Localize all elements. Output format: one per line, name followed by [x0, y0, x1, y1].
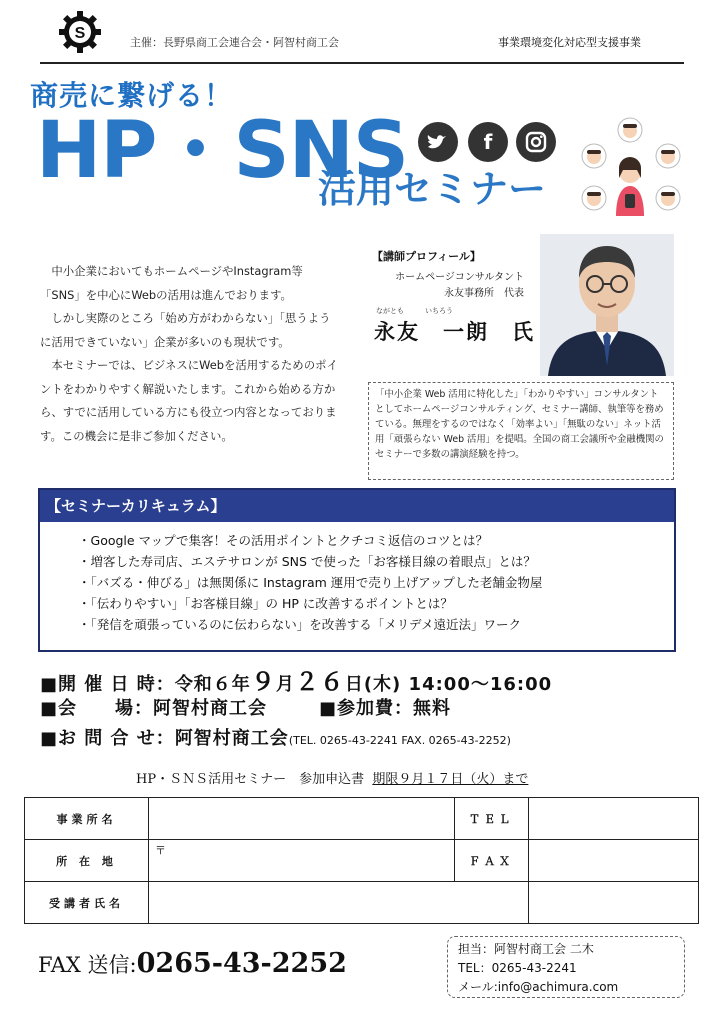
company-name-label: 事業所名 — [25, 798, 149, 840]
fax-submit — [38, 948, 347, 979]
attendee-name-field-1[interactable] — [149, 882, 529, 924]
curriculum-box — [38, 488, 676, 652]
people-illustration — [574, 116, 686, 220]
header-divider — [40, 62, 684, 64]
project-name: 事業環境変化対応型支援事業 — [498, 36, 641, 49]
date-era: 令和６年 — [174, 674, 251, 695]
date-day: ２６ — [294, 668, 345, 696]
curriculum-item: ・ 「バズる・伸びる」は無関係に Instagram 運用で売り上げアップした老舗金物屋 — [78, 572, 674, 593]
lecturer-titles — [372, 270, 524, 302]
page-subtitle: 活用セミナー — [318, 167, 547, 211]
page-title: HP・SNS — [36, 106, 409, 196]
application-form — [24, 797, 699, 924]
attendee-name-field-2[interactable] — [529, 882, 699, 924]
intro-paragraph: 中小企業においてもホームページやInstagram等「SNS」を中心にWebの活用は進んでおります。 — [40, 264, 303, 302]
twitter-icon — [418, 122, 458, 162]
fax-label: ＦＡＸ — [455, 840, 529, 882]
lecturer-title: ホームページコンサルタント — [395, 272, 524, 283]
table-row — [25, 882, 699, 924]
lecturer-role: 永友事務所 代表 — [444, 288, 524, 299]
contact-value: 阿智村商工会 — [174, 728, 289, 749]
organizer-text: 主催：長野県商工会連合会・阿智村商工会 — [130, 36, 339, 49]
venue-value: 阿智村商工会 — [153, 698, 268, 719]
svg-text:S: S — [74, 25, 86, 42]
event-date-row — [40, 662, 552, 697]
contact-label: ■お 問 合 せ： — [40, 728, 175, 749]
date-month-unit: 月 — [275, 674, 295, 695]
intro-paragraph: しかし実際のところ「始め方がわからない」「思うように活用できていない」企業が多いのも現状です。 — [40, 311, 331, 349]
fax-field[interactable] — [529, 840, 699, 882]
contact-box — [447, 936, 685, 998]
table-row — [25, 798, 699, 840]
event-contact-row — [40, 724, 511, 750]
tel-label: ＴＥＬ — [455, 798, 529, 840]
gear-s-logo-icon — [58, 10, 102, 54]
contact-tel: TEL：0265-43-2241 — [458, 961, 577, 975]
date-label: ■開 催 日 時： — [40, 674, 175, 695]
lecturer-name: 永友 一朗 氏 — [374, 320, 535, 344]
event-venue-row — [40, 694, 451, 720]
lecturer-photo — [540, 234, 674, 376]
lecturer-bio: 「中小企業 Web 活用に特化した」「わかりやすい」コンサルタントとしてホームページコンサルティング、セミナー講師、執筆等を務めている。無理をするのではなく「効率よい」「無駄のない」ネット活用「頑張らない Web 活用」を提唱。全国の商工会議所や金融機関のセミナーで多数の講演経験を持つ。 — [368, 382, 674, 480]
table-row — [25, 840, 699, 882]
form-title — [136, 768, 528, 787]
fee-label: ■参加費： — [319, 698, 414, 719]
address-field[interactable] — [149, 840, 455, 882]
form-deadline: 期限９月１７日（火）まで — [372, 772, 529, 787]
event-time: 14:00〜16:00 — [408, 674, 553, 695]
curriculum-item: ・ 「発信を頑張っているのに伝わらない」を改善する「メリデメ遠近法」ワーク — [78, 614, 674, 635]
date-day-unit: 日 — [344, 674, 364, 695]
lecturer-profile-label: 【講師プロフィール】 — [372, 250, 481, 263]
facebook-icon: f — [468, 122, 508, 162]
form-title-text: HP・ＳＮＳ活用セミナー 参加申込書 — [136, 772, 365, 787]
contact-numbers: (TEL. 0265-43-2241 FAX. 0265-43-2252) — [288, 734, 511, 747]
venue-label: ■会 場： — [40, 698, 154, 719]
curriculum-item: ・ 「伝わりやすい」「お客様目線」の HP に改善するポイントとは？ — [78, 593, 674, 614]
company-name-field[interactable] — [149, 798, 455, 840]
fax-submit-number: 0265-43-2252 — [136, 948, 347, 979]
attendee-name-label: 受講者氏名 — [25, 882, 149, 924]
curriculum-item: ・ Google マップで集客！その活用ポイントとクチコミ返信のコツとは？ — [78, 530, 674, 551]
contact-mail[interactable]: メール:info@achimura.com — [458, 980, 619, 994]
curriculum-list — [78, 530, 674, 635]
tel-field[interactable] — [529, 798, 699, 840]
curriculum-item: ・ 増客した寿司店、エステサロンが SNS で使った「お客様目線の着眼点」とは？ — [78, 551, 674, 572]
intro-paragraph: 本セミナーでは、ビジネスにWebを活用するためのポイントをわかりやすく解説いたします。これから始める方から、すでに活用している方にも役立つ内容となっております。この機会に是非ご参加ください。 — [40, 358, 338, 443]
contact-person: 担当：阿智村商工会 二木 — [458, 942, 594, 956]
postal-mark: 〒 — [155, 844, 166, 857]
date-month: ９ — [250, 668, 276, 696]
fee-value: 無料 — [413, 698, 452, 719]
instagram-icon — [516, 122, 556, 162]
lecturer-name-ruby: ながとも いちろう — [376, 307, 453, 315]
curriculum-heading: 【セミナーカリキュラム】 — [40, 490, 674, 522]
date-weekday: (木) — [363, 674, 402, 695]
intro-text — [40, 260, 340, 448]
catch-copy: 商売に繋げる！ — [30, 79, 234, 112]
address-label: 所 在 地 — [25, 840, 149, 882]
fax-submit-label: FAX 送信: — [38, 953, 137, 977]
